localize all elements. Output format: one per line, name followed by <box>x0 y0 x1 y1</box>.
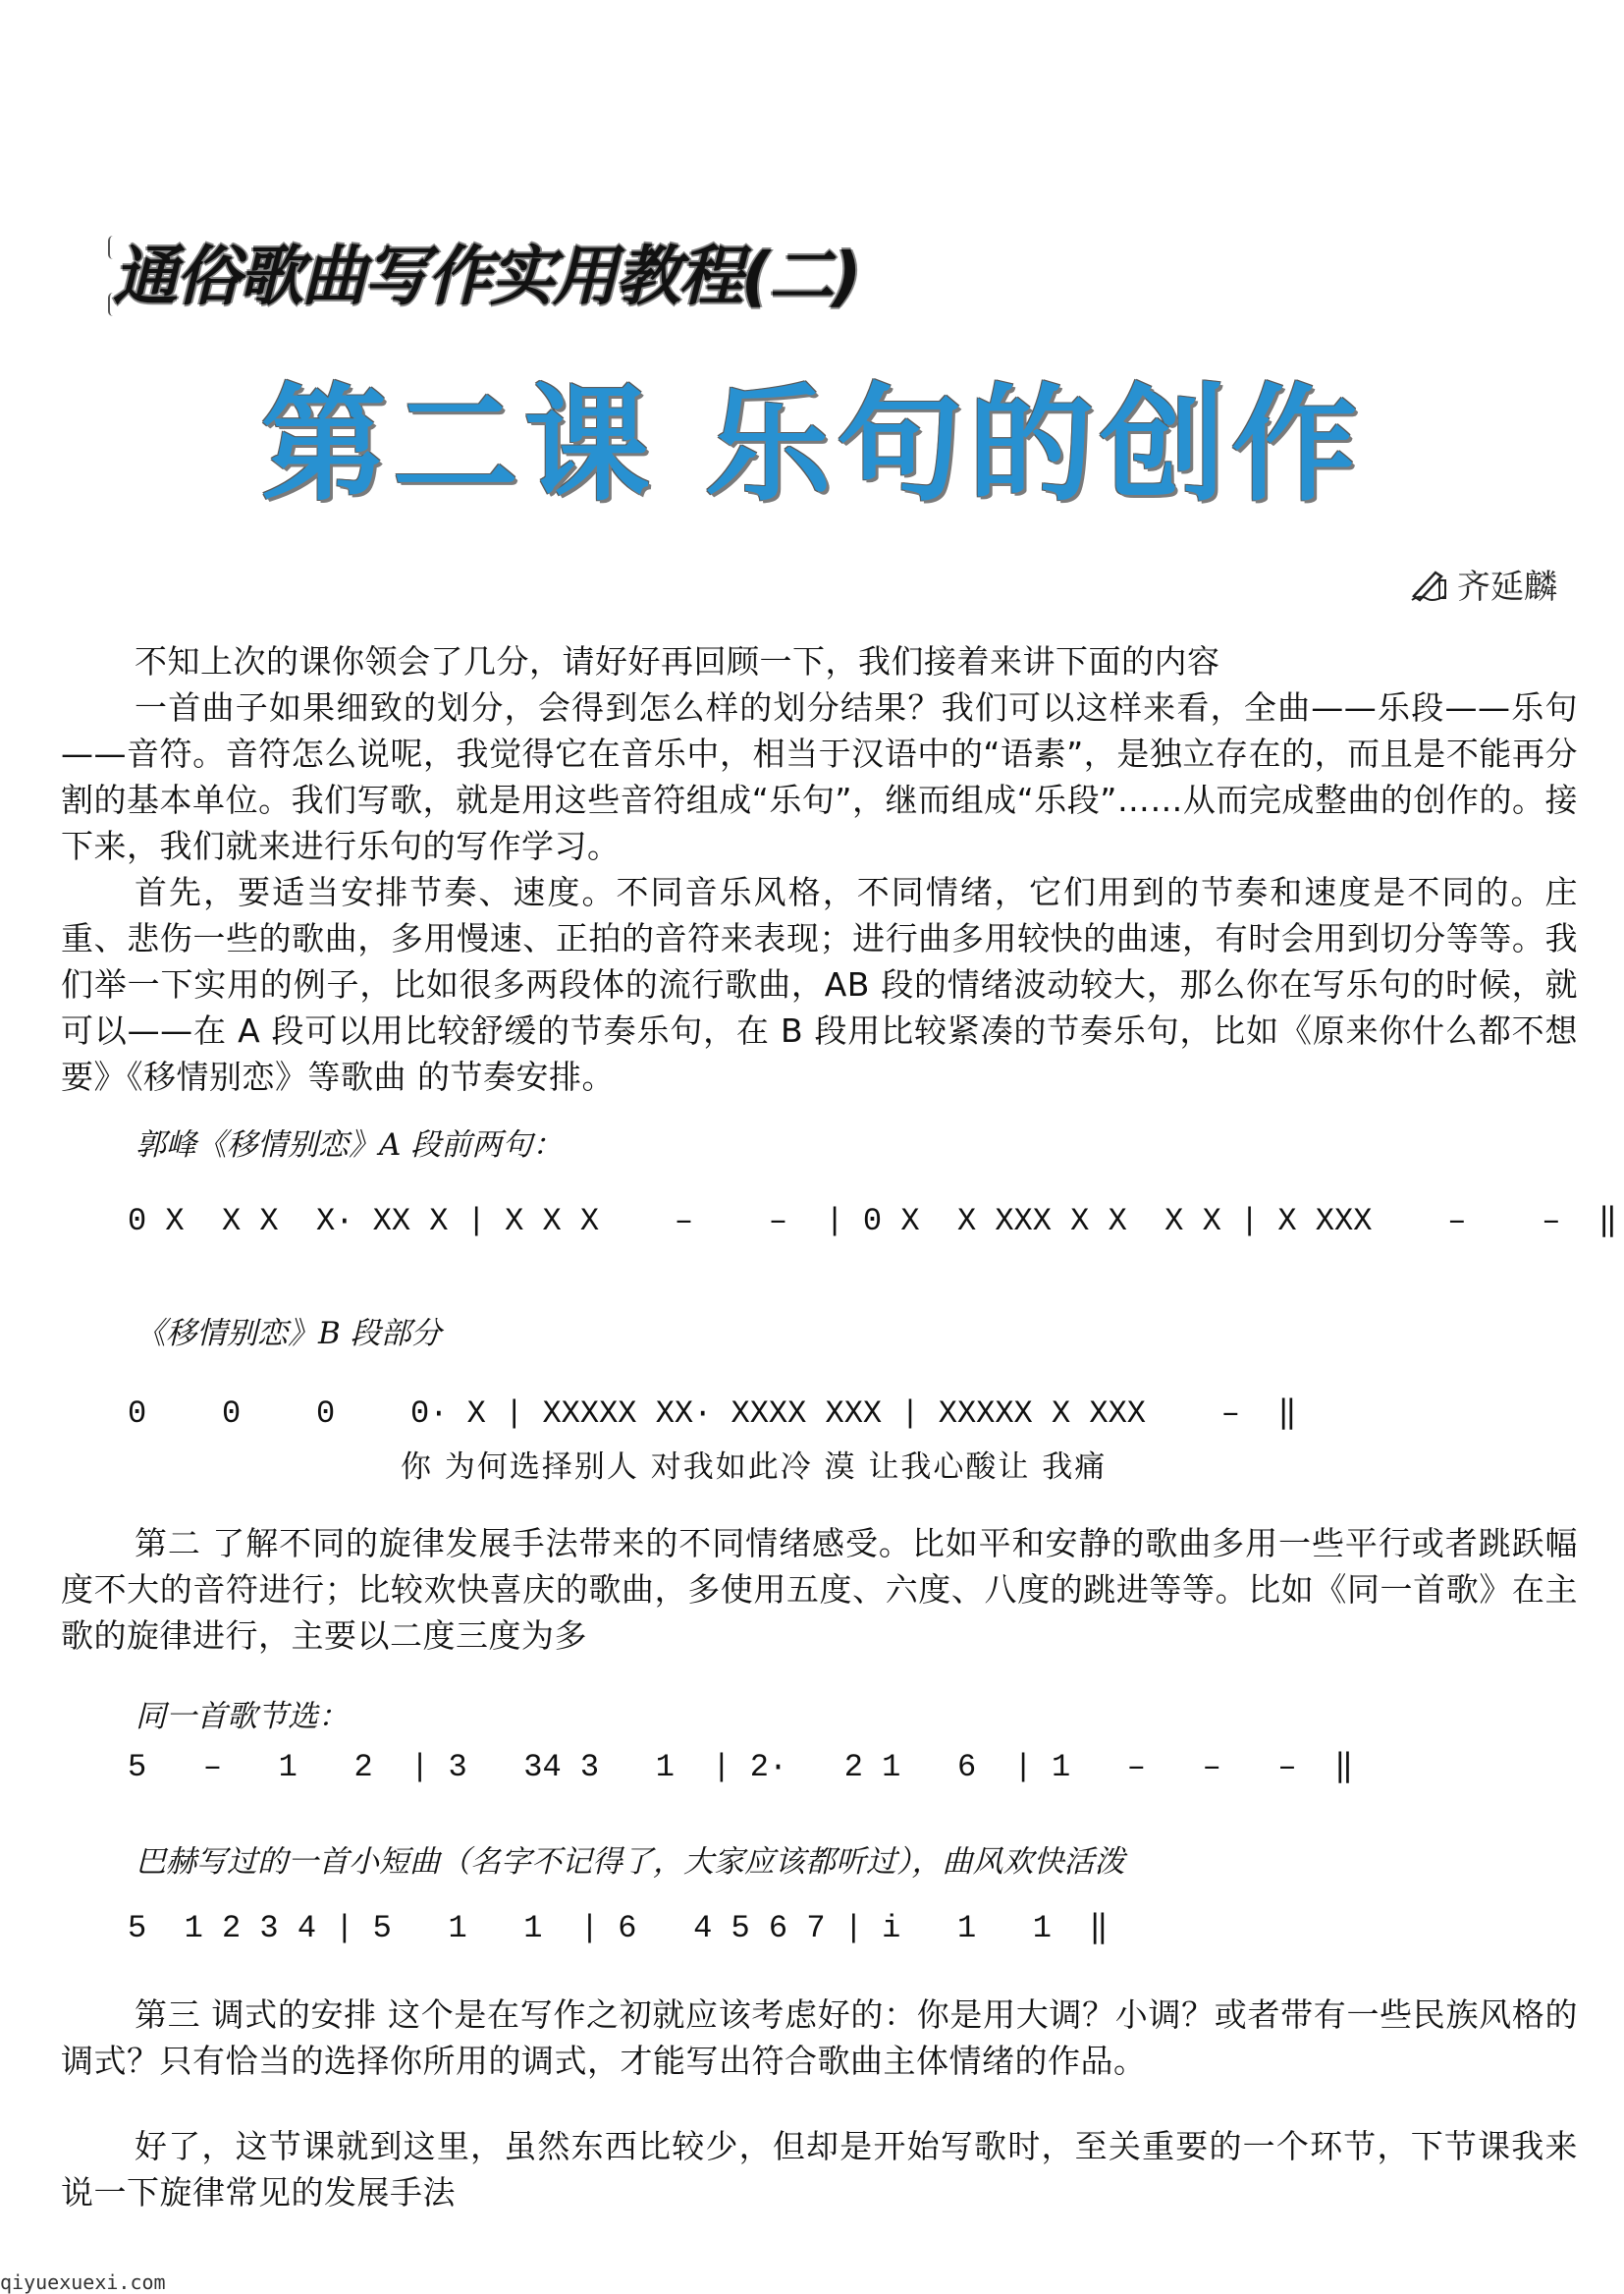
author-line <box>1410 560 1557 608</box>
example-3-score: 5 – 1 2 | 3 34 3 1 | 2· 2 1 6 | 1 – – – ‖ <box>128 1749 1354 1785</box>
paragraph-4: 第二 了解不同的旋律发展手法带来的不同情绪感受。比如平和安静的歌曲多用一些平行或者跳跃幅度不大的音符进行；比较欢快喜庆的歌曲，多使用五度、六度、八度的跳进等等。比如《同一首歌》在主歌的旋律进行，主要以二度三度为多 <box>61 1524 1578 1655</box>
example-1-score: 0 X X X X· XX X | X X X – – | 0 X X XXX X X X X | X XXX – – ‖ <box>128 1203 1618 1239</box>
example-4-score: 5 1 2 3 4 | 5 1 1 | 6 4 5 6 7 | i 1 1 ‖ <box>128 1910 1109 1946</box>
watermark-footer: qiyuexuexi.com <box>0 2270 166 2294</box>
example-1-caption: 郭峰《移情别恋》A 段前两句： <box>135 1127 564 1163</box>
paragraph-6-block <box>61 2123 1578 2215</box>
paragraph-4-block <box>61 1520 1578 1659</box>
paragraph-1: 不知上次的课你领会了几分，请好好再回顾一下，我们接着来讲下面的内容 <box>135 642 1220 681</box>
paragraph-6: 好了，这节课就到这里，虽然东西比较少，但却是开始写歌时，至关重要的一个环节，下节课我来说一下旋律常见的发展手法 <box>61 2127 1578 2212</box>
paragraph-2: 一首曲子如果细致的划分，会得到怎么样的划分结果？我们可以这样来看，全曲——乐段——乐句——音符。音符怎么说呢，我觉得它在音乐中，相当于汉语中的“语素”，是独立存在的，而且是不能再分割的基本单位。我们写歌，就是用这些音符组成“乐句”，继而组成“乐段”……从而完成整曲的创作的。接下来，我们就来进行乐句的写作学习。 <box>61 688 1578 865</box>
author-name: 齐延麟 <box>1457 568 1557 607</box>
example-2-caption: 《移情别恋》B 段部分 <box>135 1316 442 1351</box>
example-3-caption: 同一首歌节选： <box>135 1699 349 1734</box>
series-title: 通俗歌曲写作实用教程(二) <box>113 239 860 314</box>
lesson-title: 第二课 乐句的创作 <box>260 372 1364 519</box>
paragraph-5: 第三 调式的安排 这个是在写作之初就应该考虑好的：你是用大调？小调？或者带有一些民族风格的调式？只有恰当的选择你所用的调式，才能写出符合歌曲主体情绪的作品。 <box>61 1995 1578 2080</box>
example-2-score: 0 0 0 0· X | XXXXX XX· XXXX XXX | XXXXX X XXX – ‖ <box>128 1395 1297 1432</box>
paragraph-5-block <box>61 1992 1578 2084</box>
intro-paragraphs <box>61 638 1578 1100</box>
pen-writing-icon <box>1410 567 1449 602</box>
example-4-caption: 巴赫写过的一首小短曲（名字不记得了，大家应该都听过），曲风欢快活泼 <box>135 1844 1125 1880</box>
example-2-lyrics: 你 为何选择别人 对我如此冷 漠 让我心酸让 我痛 <box>401 1449 1108 1485</box>
paragraph-3: 首先，要适当安排节奏、速度。不同音乐风格，不同情绪，它们用到的节奏和速度是不同的。庄重、悲伤一些的歌曲，多用慢速、正拍的音符来表现；进行曲多用较快的曲速，有时会用到切分等等。我们举一下实用的例子，比如很多两段体的流行歌曲，AB 段的情绪波动较大，那么你在写乐句的时候，就可以——在 A 段可以用比较舒缓的节奏乐句，在 B 段用比较紧凑的节奏乐句，比如《原来你什么都不想要》《移情别恋》等歌曲 的节奏安排。 <box>61 873 1578 1096</box>
